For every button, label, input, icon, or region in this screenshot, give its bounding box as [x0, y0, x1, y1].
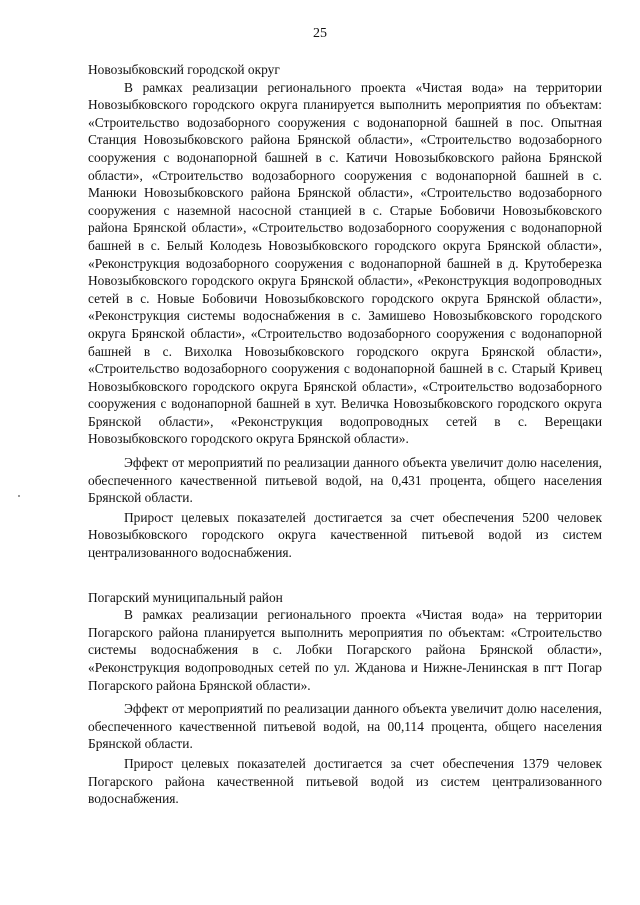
- section-heading-pogar: Погарский муниципальный район: [88, 589, 283, 605]
- paragraph-novozybkov-effect: Эффект от мероприятий по реализации данного объекта увеличит долю населения, обеспеченного качественной питьевой водой, на 0,431 процента, общего населения Брянской области.: [88, 455, 602, 506]
- paragraph-pogar-growth: Прирост целевых показателей достигается за счет обеспечения 1379 человек Погарского района качественной питьевой водой из систем централизованного водоснабжения.: [88, 755, 602, 807]
- paragraph-pogar-measures: В рамках реализации регионального проекта «Чистая вода» на территории Погарского района планируется выполнить мероприятия по объектам: «Строительство системы водоснабжения в с. Лобки Погарского района Брянской области», «Реконструкция водопроводных сетей по ул. Жданова и Нижне-Ленинская в пгт Погар Погарского района Брянской области».: [88, 607, 602, 693]
- paragraph-pogar-effect: Эффект от мероприятий по реализации данного объекта увеличит долю населения, обеспеченного качественной питьевой водой, на 00,114 процента, общего населения Брянской области.: [88, 701, 602, 752]
- paragraph-novozybkov-measures: В рамках реализации регионального проекта «Чистая вода» на территории Новозыбковского городского округа планируется выполнить мероприятия по объектам: «Строительство водозаборного сооружения с водонапорной башней в пос. Опытная Станция Новозыбковского района Брянской области», «Строительство водозаборного сооружения с водонапорной башней в с. Катичи Новозыбковского района Брянской области», «Строительство водозаборного сооружения с водонапорной башней в с. Манюки Новозыбковского района Брянской области», «Строительство водозаборного сооружения с наземной насосной станцией в с. Старые Бобовичи Новозыбковского района Брянской области», «Строительство водозаборного сооружения с водонапорной башней в с. Белый Колодезь Новозыбковского городского округа Брянской области», «Реконструкция водозаборного сооружения с водонапорной башней в д. Крутоберезка Новозыбковского городского округа Брянской области», «Реконструкция водопроводных сетей в с. Новые Бобовичи Новозыбковского городского округа Брянской области», «Реконструкция системы водоснабжения в с. Замишево Новозыбковского городского округа Брянской области», «Строительство водозаборного сооружения с водонапорной башней в с. Вихолка Новозыбковского городского округа Брянской области», «Строительство водозаборного сооружения с водонапорной башней в с. Старый Кривец Новозыбковского городского округа Брянской области», «Строительство водозаборного сооружения с водонапорной башней в хут. Величка Новозыбковского городского округа Брянской области», «Реконструкция водопроводных сетей в с. Верещаки Новозыбковского городского округа Брянской области».: [88, 79, 602, 447]
- document-body: [88, 61, 602, 808]
- paragraph-novozybkov-growth: Прирост целевых показателей достигается за счет обеспечения 5200 человек Новозыбковского городского округа качественной питьевой водой из систем централизованного водоснабжения.: [88, 509, 602, 561]
- page-number: 25: [313, 26, 327, 41]
- section-heading-novozybkov: Новозыбковский городской округ: [88, 62, 280, 77]
- scan-speck: [18, 495, 20, 497]
